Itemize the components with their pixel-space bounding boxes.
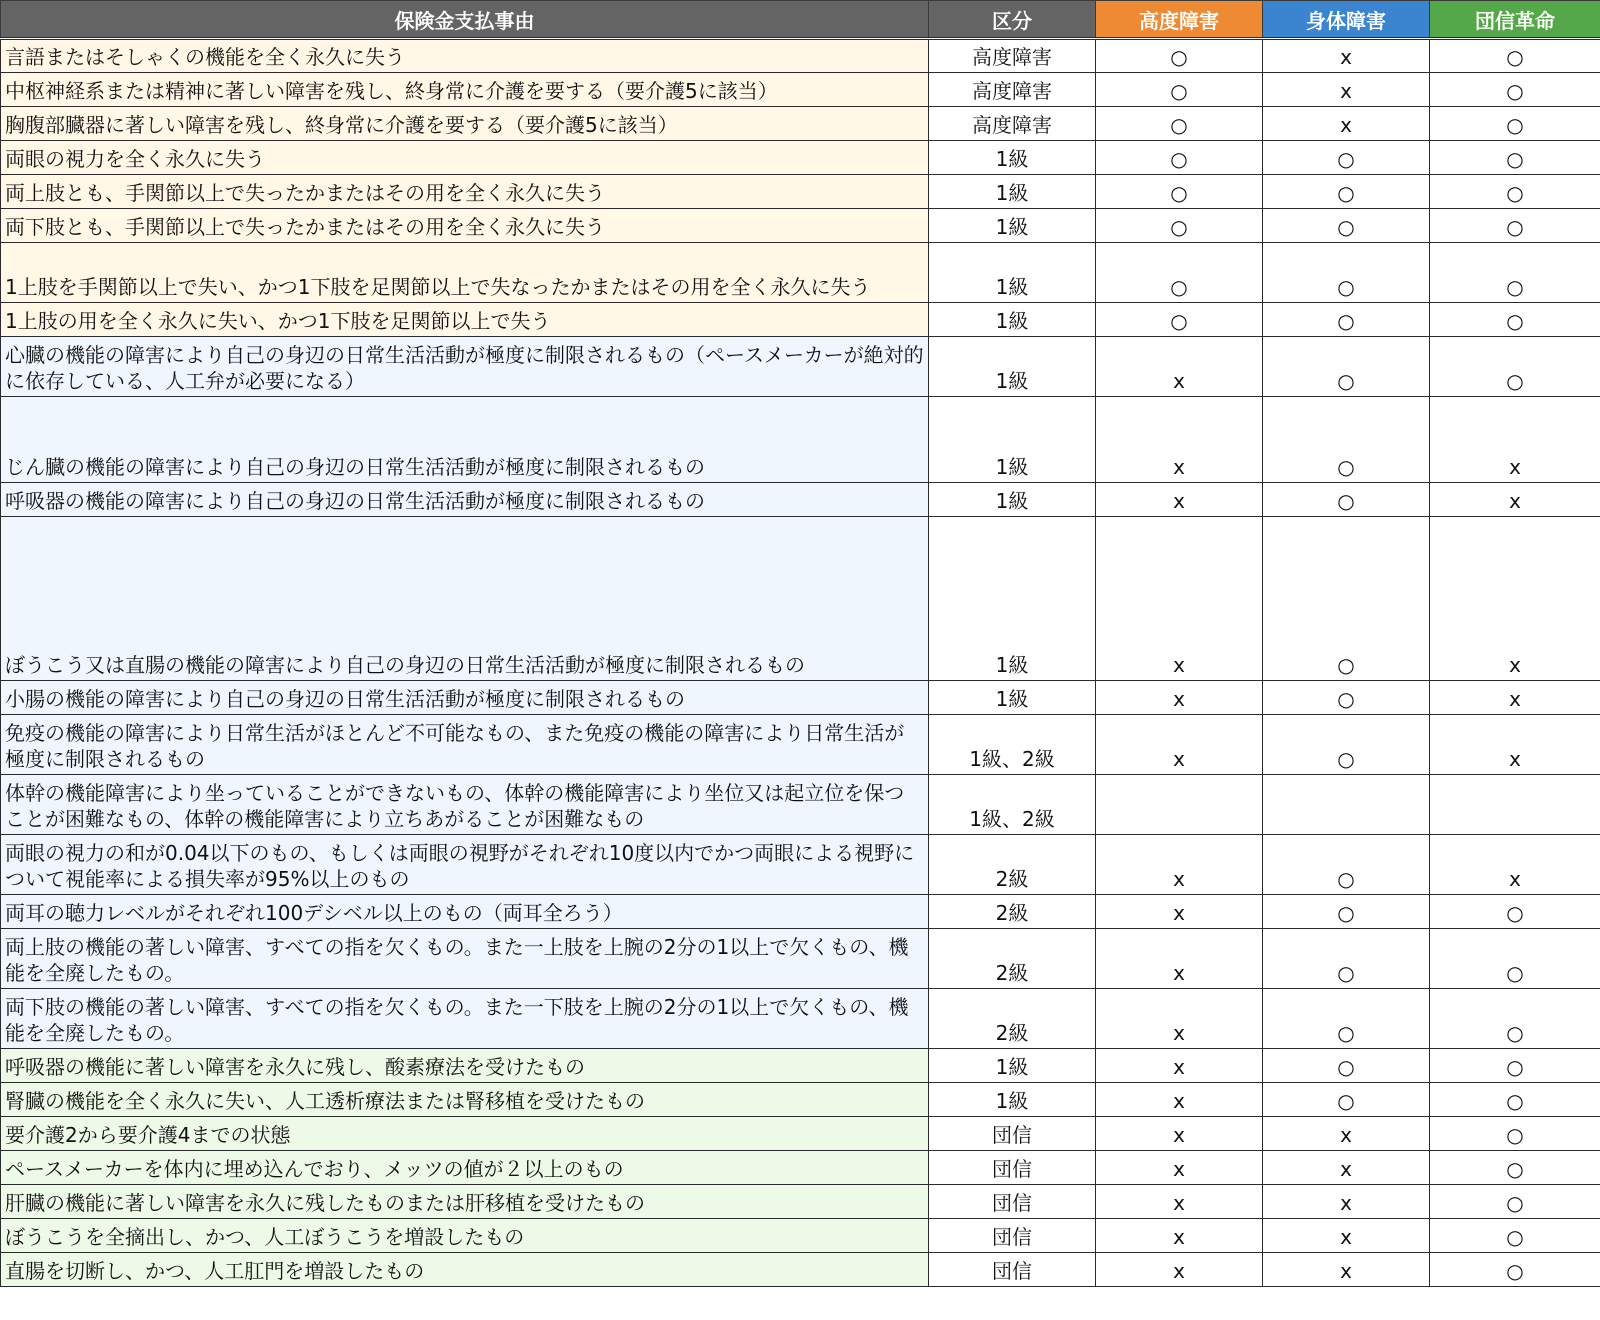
category-cell[interactable]: 1級	[929, 209, 1096, 243]
koudo-mark-cell[interactable]: x	[1096, 1083, 1263, 1117]
shintai-mark-cell[interactable]: ○	[1263, 895, 1430, 929]
koudo-mark-cell[interactable]: x	[1096, 835, 1263, 895]
shintai-mark-cell[interactable]: ○	[1263, 337, 1430, 397]
category-cell[interactable]: 1級、2級	[929, 775, 1096, 835]
reason-cell[interactable]: じん臓の機能の障害により自己の身辺の日常生活活動が極度に制限されるもの	[1, 397, 929, 483]
danshin-mark-cell[interactable]: ○	[1430, 73, 1600, 107]
reason-cell[interactable]: 肝臓の機能に著しい障害を永久に残したものまたは肝移植を受けたもの	[1, 1185, 929, 1219]
danshin-mark-cell[interactable]: x	[1430, 517, 1600, 681]
category-cell[interactable]: 1級	[929, 337, 1096, 397]
koudo-mark-cell[interactable]: ○	[1096, 141, 1263, 175]
koudo-mark-cell[interactable]: ○	[1096, 73, 1263, 107]
shintai-mark-cell[interactable]: x	[1263, 1253, 1430, 1287]
table-row	[1, 1185, 1600, 1219]
table-row	[1, 1219, 1600, 1253]
shintai-mark-cell[interactable]: x	[1263, 1219, 1430, 1253]
reason-cell[interactable]: 心臓の機能の障害により自己の身辺の日常生活活動が極度に制限されるもの（ペースメーカーが絶対的に依存している、人工弁が必要になる）	[1, 337, 929, 397]
koudo-mark-cell[interactable]: ○	[1096, 39, 1263, 73]
table-row	[1, 835, 1600, 895]
reason-cell[interactable]: 免疫の機能の障害により日常生活がほとんど不可能なもの、また免疫の機能の障害により日常生活が極度に制限されるもの	[1, 715, 929, 775]
reason-cell[interactable]: 両上肢の機能の著しい障害、すべての指を欠くもの。また一上肢を上腕の2分の1以上で欠くもの、機能を全廃したもの。	[1, 929, 929, 989]
reason-cell[interactable]: 腎臓の機能を全く永久に失い、人工透析療法または腎移植を受けたもの	[1, 1083, 929, 1117]
danshin-mark-cell[interactable]: ○	[1430, 989, 1600, 1049]
table-row	[1, 929, 1600, 989]
reason-cell[interactable]: 呼吸器の機能の障害により自己の身辺の日常生活活動が極度に制限されるもの	[1, 483, 929, 517]
header-row	[1, 1, 1600, 39]
table-row	[1, 483, 1600, 517]
koudo-mark-cell[interactable]: ○	[1096, 303, 1263, 337]
table-row	[1, 681, 1600, 715]
koudo-mark-cell[interactable]	[1096, 775, 1263, 835]
koudo-mark-cell[interactable]: x	[1096, 681, 1263, 715]
category-cell[interactable]: 1級	[929, 1083, 1096, 1117]
koudo-mark-cell[interactable]: x	[1096, 929, 1263, 989]
reason-cell[interactable]: 言語またはそしゃくの機能を全く永久に失う	[1, 39, 929, 73]
danshin-mark-cell[interactable]: x	[1430, 397, 1600, 483]
reason-cell[interactable]: 両下肢とも、手関節以上で失ったかまたはその用を全く永久に失う	[1, 209, 929, 243]
category-cell[interactable]: 2級	[929, 835, 1096, 895]
danshin-mark-cell[interactable]: x	[1430, 483, 1600, 517]
koudo-mark-cell[interactable]: x	[1096, 483, 1263, 517]
reason-cell[interactable]: 両上肢とも、手関節以上で失ったかまたはその用を全く永久に失う	[1, 175, 929, 209]
danshin-mark-cell[interactable]: x	[1430, 681, 1600, 715]
koudo-mark-cell[interactable]: x	[1096, 1151, 1263, 1185]
table-row	[1, 895, 1600, 929]
koudo-mark-cell[interactable]: x	[1096, 397, 1263, 483]
reason-cell[interactable]: 両下肢の機能の著しい障害、すべての指を欠くもの。また一下肢を上腕の2分の1以上で欠くもの、機能を全廃したもの。	[1, 989, 929, 1049]
category-cell[interactable]: 1級	[929, 517, 1096, 681]
table-row	[1, 303, 1600, 337]
reason-cell[interactable]: 体幹の機能障害により坐っていることができないもの、体幹の機能障害により坐位又は起立位を保つことが困難なもの、体幹の機能障害により立ちあがることが困難なもの	[1, 775, 929, 835]
shintai-mark-cell[interactable]: ○	[1263, 1083, 1430, 1117]
danshin-mark-cell[interactable]: ○	[1430, 895, 1600, 929]
koudo-mark-cell[interactable]: ○	[1096, 243, 1263, 303]
reason-cell[interactable]: ペースメーカーを体内に埋め込んでおり、メッツの値が２以上のもの	[1, 1151, 929, 1185]
danshin-mark-cell[interactable]: ○	[1430, 1049, 1600, 1083]
danshin-mark-cell[interactable]: ○	[1430, 1151, 1600, 1185]
table-row	[1, 141, 1600, 175]
category-cell[interactable]: 団信	[929, 1219, 1096, 1253]
shintai-mark-cell[interactable]: ○	[1263, 715, 1430, 775]
danshin-mark-cell[interactable]: ○	[1430, 175, 1600, 209]
table-row	[1, 209, 1600, 243]
koudo-mark-cell[interactable]: x	[1096, 517, 1263, 681]
category-cell[interactable]: 1級	[929, 681, 1096, 715]
shintai-mark-cell[interactable]: ○	[1263, 303, 1430, 337]
reason-cell[interactable]: 1上肢の用を全く永久に失い、かつ1下肢を足関節以上で失う	[1, 303, 929, 337]
category-cell[interactable]: 2級	[929, 929, 1096, 989]
shintai-mark-cell[interactable]: x	[1263, 1117, 1430, 1151]
table-row	[1, 397, 1600, 483]
table-row	[1, 73, 1600, 107]
column-header-danshin[interactable]: 団信革命	[1430, 1, 1600, 39]
reason-cell[interactable]: 中枢神経系または精神に著しい障害を残し、終身常に介護を要する（要介護5に該当）	[1, 73, 929, 107]
danshin-mark-cell[interactable]: ○	[1430, 209, 1600, 243]
table-row	[1, 989, 1600, 1049]
danshin-mark-cell[interactable]: ○	[1430, 1185, 1600, 1219]
category-cell[interactable]: 高度障害	[929, 73, 1096, 107]
reason-cell[interactable]: 要介護2から要介護4までの状態	[1, 1117, 929, 1151]
category-cell[interactable]: 1級	[929, 1049, 1096, 1083]
danshin-mark-cell[interactable]: ○	[1430, 303, 1600, 337]
danshin-mark-cell[interactable]	[1430, 775, 1600, 835]
category-cell[interactable]: 1級	[929, 483, 1096, 517]
category-cell[interactable]: 団信	[929, 1117, 1096, 1151]
danshin-mark-cell[interactable]: ○	[1430, 141, 1600, 175]
table-row	[1, 775, 1600, 835]
shintai-mark-cell[interactable]: ○	[1263, 681, 1430, 715]
category-cell[interactable]: 高度障害	[929, 107, 1096, 141]
koudo-mark-cell[interactable]: x	[1096, 1219, 1263, 1253]
reason-cell[interactable]: 呼吸器の機能に著しい障害を永久に残し、酸素療法を受けたもの	[1, 1049, 929, 1083]
category-cell[interactable]: 2級	[929, 895, 1096, 929]
danshin-mark-cell[interactable]: ○	[1430, 1117, 1600, 1151]
shintai-mark-cell[interactable]: ○	[1263, 929, 1430, 989]
shintai-mark-cell[interactable]: ○	[1263, 517, 1430, 681]
reason-cell[interactable]: 直腸を切断し、かつ、人工肛門を増設したもの	[1, 1253, 929, 1287]
category-cell[interactable]: 1級、2級	[929, 715, 1096, 775]
koudo-mark-cell[interactable]: x	[1096, 1185, 1263, 1219]
category-cell[interactable]: 1級	[929, 141, 1096, 175]
table-row	[1, 517, 1600, 681]
table-row	[1, 1151, 1600, 1185]
koudo-mark-cell[interactable]: x	[1096, 1117, 1263, 1151]
koudo-mark-cell[interactable]: x	[1096, 1049, 1263, 1083]
shintai-mark-cell[interactable]: ○	[1263, 989, 1430, 1049]
danshin-mark-cell[interactable]: ○	[1430, 39, 1600, 73]
shintai-mark-cell[interactable]: x	[1263, 39, 1430, 73]
category-cell[interactable]: 1級	[929, 175, 1096, 209]
reason-cell[interactable]: 両耳の聴力レベルがそれぞれ100デシベル以上のもの（両耳全ろう）	[1, 895, 929, 929]
table-row	[1, 1253, 1600, 1287]
shintai-mark-cell[interactable]: x	[1263, 107, 1430, 141]
reason-cell[interactable]: 胸腹部臓器に著しい障害を残し、終身常に介護を要する（要介護5に該当）	[1, 107, 929, 141]
category-cell[interactable]: 1級	[929, 303, 1096, 337]
category-cell[interactable]: 1級	[929, 243, 1096, 303]
koudo-mark-cell[interactable]: x	[1096, 989, 1263, 1049]
table-body	[1, 39, 1600, 1287]
shintai-mark-cell[interactable]: ○	[1263, 483, 1430, 517]
category-cell[interactable]: 団信	[929, 1151, 1096, 1185]
koudo-mark-cell[interactable]: ○	[1096, 209, 1263, 243]
danshin-mark-cell[interactable]: ○	[1430, 107, 1600, 141]
shintai-mark-cell[interactable]: ○	[1263, 209, 1430, 243]
danshin-mark-cell[interactable]: ○	[1430, 337, 1600, 397]
danshin-mark-cell[interactable]: ○	[1430, 1083, 1600, 1117]
reason-cell[interactable]: 1上肢を手関節以上で失い、かつ1下肢を足関節以上で失なったかまたはその用を全く永久に失う	[1, 243, 929, 303]
category-cell[interactable]: 団信	[929, 1185, 1096, 1219]
shintai-mark-cell[interactable]: x	[1263, 1185, 1430, 1219]
reason-cell[interactable]: ぼうこうを全摘出し、かつ、人工ぼうこうを増設したもの	[1, 1219, 929, 1253]
category-cell[interactable]: 団信	[929, 1253, 1096, 1287]
table-row	[1, 1049, 1600, 1083]
shintai-mark-cell[interactable]: x	[1263, 1151, 1430, 1185]
reason-cell[interactable]: 両眼の視力の和が0.04以下のもの、もしくは両眼の視野がそれぞれ10度以内でかつ両眼による視野について視能率による損失率が95%以上のもの	[1, 835, 929, 895]
column-header-reason[interactable]: 保険金支払事由	[1, 1, 929, 39]
reason-cell[interactable]: 両眼の視力を全く永久に失う	[1, 141, 929, 175]
danshin-mark-cell[interactable]: x	[1430, 715, 1600, 775]
table-row	[1, 107, 1600, 141]
table-row	[1, 39, 1600, 73]
koudo-mark-cell[interactable]: x	[1096, 715, 1263, 775]
shintai-mark-cell[interactable]: ○	[1263, 397, 1430, 483]
shintai-mark-cell[interactable]: ○	[1263, 243, 1430, 303]
category-cell[interactable]: 高度障害	[929, 39, 1096, 73]
koudo-mark-cell[interactable]: x	[1096, 1253, 1263, 1287]
danshin-mark-cell[interactable]: ○	[1430, 929, 1600, 989]
koudo-mark-cell[interactable]: x	[1096, 895, 1263, 929]
koudo-mark-cell[interactable]: ○	[1096, 107, 1263, 141]
danshin-mark-cell[interactable]: ○	[1430, 1219, 1600, 1253]
danshin-mark-cell[interactable]: ○	[1430, 1253, 1600, 1287]
category-cell[interactable]: 2級	[929, 989, 1096, 1049]
table-row	[1, 1117, 1600, 1151]
shintai-mark-cell[interactable]: x	[1263, 73, 1430, 107]
koudo-mark-cell[interactable]: x	[1096, 337, 1263, 397]
table-row	[1, 243, 1600, 303]
column-header-koudo[interactable]: 高度障害	[1096, 1, 1263, 39]
column-header-shintai[interactable]: 身体障害	[1263, 1, 1430, 39]
shintai-mark-cell[interactable]: ○	[1263, 1049, 1430, 1083]
table-row	[1, 715, 1600, 775]
table-row	[1, 175, 1600, 209]
danshin-mark-cell[interactable]: ○	[1430, 243, 1600, 303]
danshin-mark-cell[interactable]: x	[1430, 835, 1600, 895]
table-row	[1, 1083, 1600, 1117]
koudo-mark-cell[interactable]: ○	[1096, 175, 1263, 209]
column-header-category[interactable]: 区分	[929, 1, 1096, 39]
reason-cell[interactable]: 小腸の機能の障害により自己の身辺の日常生活活動が極度に制限されるもの	[1, 681, 929, 715]
shintai-mark-cell[interactable]	[1263, 775, 1430, 835]
shintai-mark-cell[interactable]: ○	[1263, 175, 1430, 209]
reason-cell[interactable]: ぼうこう又は直腸の機能の障害により自己の身辺の日常生活活動が極度に制限されるもの	[1, 517, 929, 681]
table-row	[1, 337, 1600, 397]
category-cell[interactable]: 1級	[929, 397, 1096, 483]
shintai-mark-cell[interactable]: ○	[1263, 835, 1430, 895]
shintai-mark-cell[interactable]: ○	[1263, 141, 1430, 175]
